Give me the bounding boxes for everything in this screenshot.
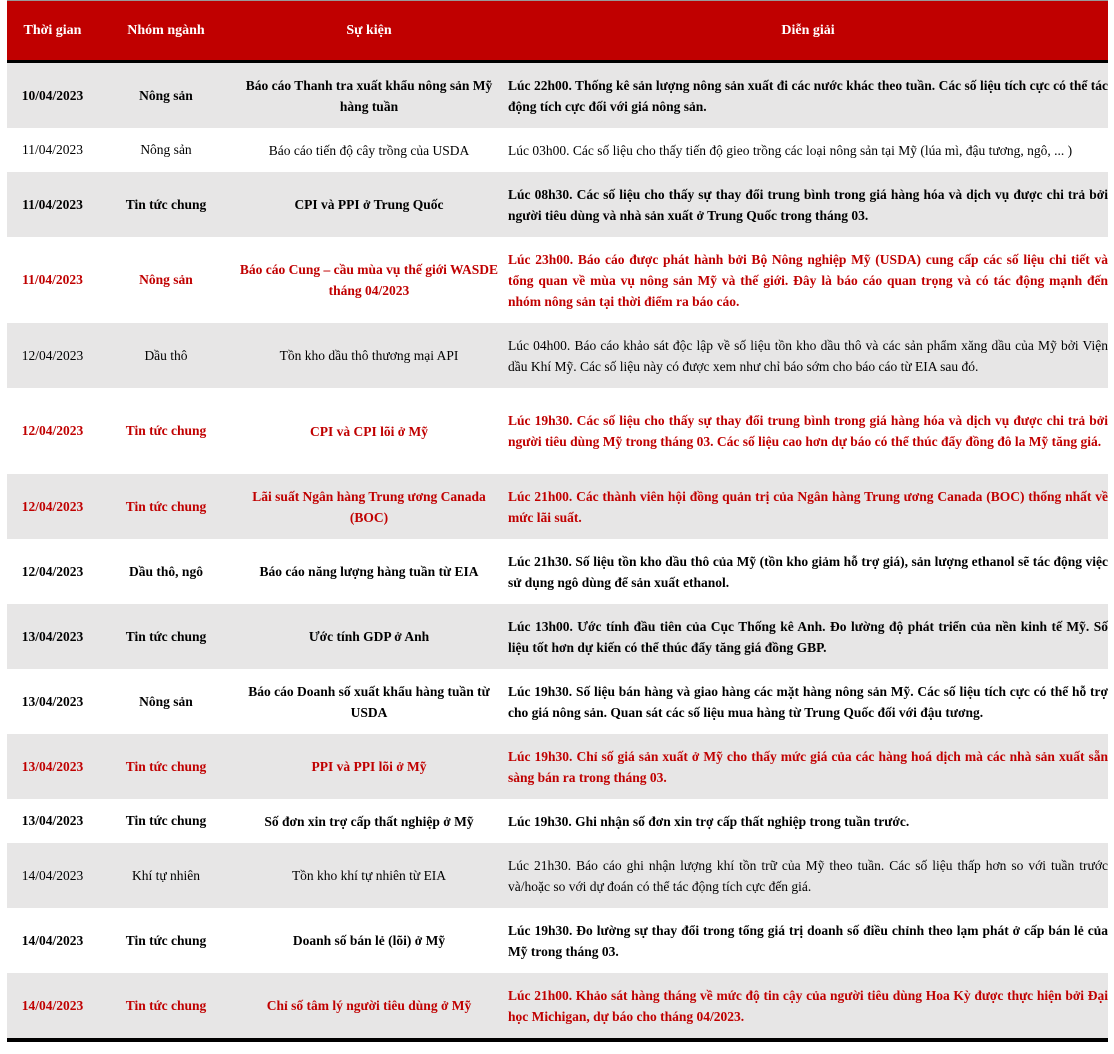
- table-row: [7, 799, 1108, 843]
- cell-description: Lúc 21h00. Khảo sát hàng tháng về mức độ tin cậy của người tiêu dùng Hoa Kỳ được thực hiện bởi Đại học Michigan, dự báo cho tháng 04/2023.: [508, 987, 1108, 1024]
- cell-event: Báo cáo năng lượng hàng tuần từ EIA: [259, 564, 479, 579]
- header-description: Diễn giải: [781, 23, 835, 38]
- cell-group: Tin tức chung: [125, 758, 207, 774]
- table-row: [7, 973, 1108, 1038]
- table-row: [7, 63, 1108, 128]
- table-row: [7, 323, 1108, 388]
- table-body: [7, 63, 1108, 1038]
- events-table: [7, 0, 1108, 1042]
- header-event: Sự kiện: [346, 23, 392, 38]
- cell-group: Nông sản: [140, 142, 192, 157]
- cell-event: CPI và CPI lõi ở Mỹ: [309, 423, 429, 439]
- cell-group: Tin tức chung: [125, 813, 207, 828]
- cell-date: 14/04/2023: [21, 932, 84, 948]
- cell-date: 13/04/2023: [21, 693, 84, 709]
- cell-group: Nông sản: [139, 693, 193, 709]
- cell-description: Lúc 03h00. Các số liệu cho thấy tiến độ gieo trồng các loại nông sản tại Mỹ (lúa mì, đậu tương, ngô, ... ): [508, 142, 1073, 158]
- table-row: [7, 388, 1108, 474]
- cell-group: Nông sản: [139, 272, 193, 287]
- cell-date: 14/04/2023: [21, 867, 84, 883]
- cell-group: Tin tức chung: [125, 498, 207, 514]
- cell-description: Lúc 19h30. Các số liệu cho thấy sự thay đổi trung bình trong giá hàng hóa và dịch vụ được chi trả bởi người tiêu dùng Mỹ trong tháng 03. Các số liệu cao hơn dự báo có thể thúc đẩy đồng đô la Mỹ tăng giá.: [508, 413, 1108, 449]
- cell-date: 11/04/2023: [21, 142, 83, 157]
- cell-description: Lúc 21h30. Báo cáo ghi nhận lượng khí tồn trữ của Mỹ theo tuần. Các số liệu thấp hơn so với tuần trước và/hoặc so với dự đoán có thể tác động tích cực đến giá.: [508, 857, 1108, 894]
- cell-date: 13/04/2023: [21, 813, 84, 828]
- table-row: [7, 172, 1108, 237]
- cell-group: Dầu thô, ngô: [129, 563, 203, 579]
- table-row: [7, 734, 1108, 799]
- cell-description: Lúc 23h00. Báo cáo được phát hành bởi Bộ Nông nghiệp Mỹ (USDA) cung cấp các số liệu chi tiết và tổng quan về mùa vụ nông sản Mỹ và thế giới. Đây là báo cáo quan trọng và có tác động mạnh đến nhóm nông sản tại thời điểm ra báo cáo.: [508, 251, 1108, 309]
- cell-event: Báo cáo tiến độ cây trồng của USDA: [268, 142, 470, 158]
- cell-event: Tồn kho dầu thô thương mại API: [279, 348, 459, 363]
- cell-date: 12/04/2023: [21, 347, 84, 363]
- cell-event: Báo cáo Thanh tra xuất khẩu nông sản Mỹ hàng tuần: [245, 77, 493, 114]
- table-row: [7, 539, 1108, 604]
- table-row: [7, 669, 1108, 734]
- cell-date: 10/04/2023: [21, 87, 84, 103]
- cell-group: Nông sản: [139, 87, 193, 103]
- cell-group: Tin tức chung: [125, 628, 207, 644]
- cell-event: Tồn kho khí tự nhiên từ EIA: [291, 868, 447, 883]
- table-row: [7, 128, 1108, 172]
- cell-date: 13/04/2023: [21, 628, 84, 644]
- cell-description: Lúc 19h30. Ghi nhận số đơn xin trợ cấp thất nghiệp trong tuần trước.: [508, 813, 910, 829]
- cell-event: Chỉ số tâm lý người tiêu dùng ở Mỹ: [266, 998, 472, 1013]
- cell-description: Lúc 08h30. Các số liệu cho thấy sự thay đổi trung bình trong giá hàng hóa và dịch vụ được chi trả bởi người tiêu dùng và nhà sản xuất ở Trung Quốc trong tháng 03.: [508, 186, 1108, 223]
- cell-description: Lúc 19h30. Chỉ số giá sản xuất ở Mỹ cho thấy mức giá của các hàng hoá dịch mà các nhà sản xuất sẵn sàng bán ra trong tháng 03.: [508, 748, 1108, 785]
- header-group: Nhóm ngành: [127, 22, 205, 38]
- table-row: [7, 474, 1108, 539]
- cell-date: 14/04/2023: [21, 997, 84, 1013]
- cell-date: 12/04/2023: [21, 563, 84, 579]
- cell-event: CPI và PPI ở Trung Quốc: [294, 197, 444, 212]
- cell-event: Lãi suất Ngân hàng Trung ương Canada (BOC): [252, 488, 486, 525]
- cell-date: 11/04/2023: [22, 272, 83, 287]
- cell-group: Tin tức chung: [125, 932, 207, 948]
- cell-group: Tin tức chung: [125, 423, 207, 438]
- cell-description: Lúc 19h30. Số liệu bán hàng và giao hàng các mặt hàng nông sản Mỹ. Các số liệu tích cực có thể hỗ trợ cho giá nông sản. Quan sát các số liệu mua hàng từ Trung Quốc đối với đậu tương.: [508, 683, 1108, 720]
- cell-description: Lúc 21h30. Số liệu tồn kho dầu thô của Mỹ (tồn kho giảm hỗ trợ giá), sản lượng ethanol sẽ tác động việc sử dụng ngô dùng để sản xuất ethanol.: [508, 553, 1108, 590]
- table-row: [7, 604, 1108, 669]
- cell-description: Lúc 04h00. Báo cáo khảo sát độc lập về số liệu tồn kho dầu thô và các sản phẩm xăng dầu của Mỹ bởi Viện dầu Khí Mỹ. Các số liệu này có được xem như chỉ báo sớm cho báo cáo từ EIA sau đó.: [508, 337, 1108, 374]
- cell-event: Số đơn xin trợ cấp thất nghiệp ở Mỹ: [264, 813, 474, 829]
- header-time: Thời gian: [23, 22, 82, 38]
- cell-event: Báo cáo Cung – cầu mùa vụ thế giới WASDE tháng 04/2023: [239, 262, 499, 298]
- cell-event: Báo cáo Doanh số xuất khẩu hàng tuần từ USDA: [248, 683, 490, 720]
- table-header: [7, 0, 1108, 60]
- cell-description: Lúc 22h00. Thống kê sản lượng nông sản xuất đi các nước khác theo tuần. Các số liệu tích cực có thể tác động tích cực đối với giá nông sản.: [508, 77, 1108, 114]
- cell-group: Dầu thô: [144, 347, 188, 363]
- cell-date: 13/04/2023: [21, 758, 84, 774]
- cell-date: 12/04/2023: [21, 423, 84, 438]
- cell-group: Khí tự nhiên: [131, 867, 201, 883]
- cell-group: Tin tức chung: [125, 196, 207, 212]
- cell-description: Lúc 13h00. Ước tính đầu tiên của Cục Thống kê Anh. Đo lường độ phát triển của nền kinh tế Mỹ. Số liệu tốt hơn dự kiến có thể thúc đẩy tăng giá đồng GBP.: [508, 618, 1108, 655]
- cell-date: 11/04/2023: [22, 196, 83, 212]
- cell-description: Lúc 21h00. Các thành viên hội đồng quản trị của Ngân hàng Trung ương Canada (BOC) thống nhất về mức lãi suất.: [508, 488, 1108, 525]
- cell-event: Doanh số bán lẻ (lõi) ở Mỹ: [292, 933, 446, 948]
- table-row: [7, 843, 1108, 908]
- table-bottom-border: [7, 1038, 1108, 1042]
- cell-date: 12/04/2023: [21, 498, 84, 514]
- cell-description: Lúc 19h30. Đo lường sự thay đổi trong tổng giá trị doanh số điều chỉnh theo lạm phát ở cấp bán lẻ của Mỹ trong tháng 03.: [508, 922, 1108, 959]
- table-row: [7, 237, 1108, 323]
- cell-group: Tin tức chung: [125, 997, 207, 1013]
- cell-event: Ước tính GDP ở Anh: [308, 629, 430, 644]
- cell-event: PPI và PPI lõi ở Mỹ: [311, 759, 427, 774]
- table-row: [7, 908, 1108, 973]
